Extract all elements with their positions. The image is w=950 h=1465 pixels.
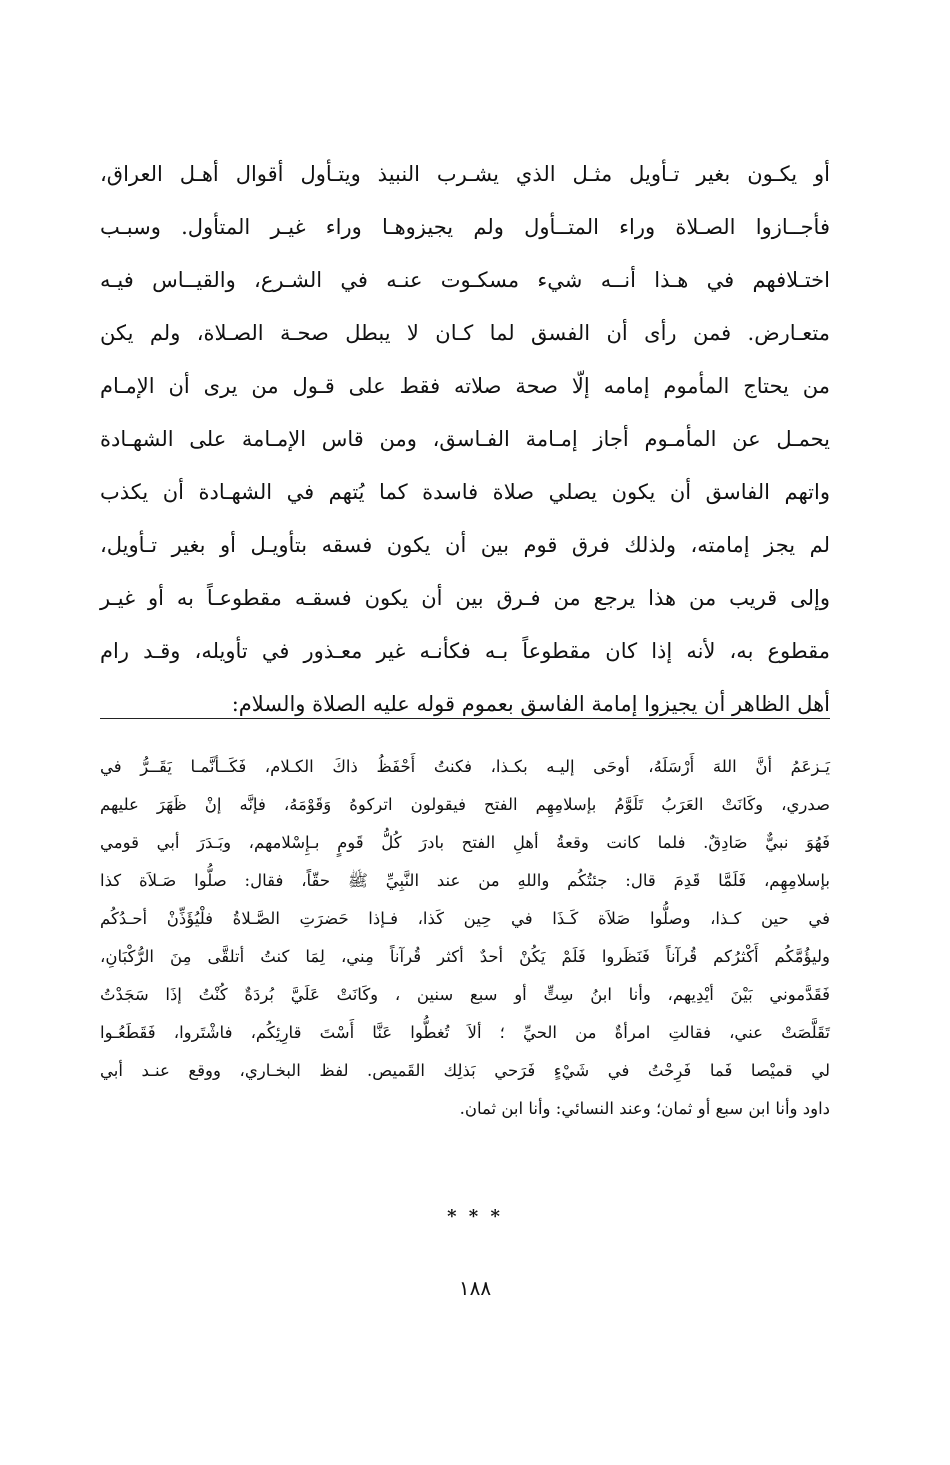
- body-line: اختـلافهم في هـذا أنــه شيء مسكـوت عنـه في الشـرع، والقيــاس فيـه: [100, 268, 830, 292]
- footnote-line: لي قميْصا فَما فَرِحْتُ في شَيْءٍ فَرَحي بَذلِك القَميص. لفظ البخـاري، ووقع عنـد أبي: [100, 1061, 830, 1080]
- footnote-line: فَقَدَّموني بَيْنَ أيْدِيهم، وأنا ابنُ سِتٍّ أو سبع سنين ، وكَانَتْ عَلَيَّ بُردَةٌ كُنْتُ إذَا سَجَدْتُ: [100, 985, 830, 1004]
- main-body-text: [100, 148, 830, 731]
- body-line: من يحتاج المأموم إمامه إلّا صحة صلاته فقط على قـول من يرى أن الإمـام: [100, 374, 830, 398]
- page-number: ١٨٨: [458, 1276, 492, 1300]
- footnote-line: صدري، وكَانَتْ العَرَبُ تَلَوَّمُ بإسلامِهِم الفتح فيقولون اتركوهُ وَقَوْمَهُ، فإنَّه إنْ ظَهَرَ عليهم: [100, 795, 830, 814]
- body-line: فأجــازوا الصـلاة وراء المتــأول ولم يجيزوهـا وراء غيـر المتأول. وسبـب: [100, 215, 830, 239]
- footnote-line: وليؤُمَّكُم أَكْثرُكم قُرآناً فَنَظَروا فَلَمْ يَكُنْ أحدٌ أكثر قُرآناً مِني، لِمَا كنتُ أتلقَّى مِنَ الرُّكْبَانِ،: [100, 947, 830, 966]
- footnote-text: [100, 748, 830, 1128]
- body-line: أهل الظاهر أن يجيزوا إمامة الفاسق بعموم قوله عليه الصلاة والسلام:: [231, 692, 830, 716]
- footnote-line: تَقَلَّصَتْ عني، فقالتِ امرأةٌ من الحيِّ ؛ ألاَ تُغطُّوا عَنَّا أَسْتَ قارِئِكُم، فاشْتَروا، فَقَطَعُـوا: [100, 1023, 830, 1042]
- body-line: وإلى قريب من هذا يرجع من فـرق بين أن يكون فسقـه مقطوعـاً به أو غيـر: [100, 586, 830, 610]
- body-line: مقطوع به، لأنه إذا كان مقطوعاً بـه فكأنـه غير معـذور في تأويله، وقـد رام: [100, 639, 830, 663]
- footnote-line: داود وأنا ابن سبع أو ثمان؛ وعند النسائي: وأنا ابن ثمان.: [459, 1099, 830, 1118]
- footnote-line: بإسلامِهِم، فَلَمَّا قَدِمَ قال: جئتُكُم واللهِ من عند النَّبِيِّ ﷺ حقّاً، فقال: صلُّوا صَـلاَة كذا: [100, 871, 830, 890]
- body-line: أو يكـون بغير تـأويل مثـل الذي يشـرب النبيذ ويتـأول أقوال أهـل العراق،: [100, 162, 830, 186]
- body-line: يحمـل عن المأمـوم أجاز إمـامة الفـاسق، ومن قاس الإمـامة على الشهـادة: [100, 427, 830, 451]
- footnote-divider: [100, 718, 830, 719]
- footnote-line: فَهُوَ نبيٌّ صَادِقٌ. فلما كانت وقعةُ أهلِ الفتح بادرَ كُلُّ قَومٍ بـإِسْلامهم، وبَـدَرَ أبي قومي: [100, 833, 830, 852]
- footnote-line: في حين كـذا، وصلُّوا صَلاَة كَـذَا في حِين كَذا، فـإذا حَضرَتِ الصَّـلاةُ فلْيُؤَذِّنْ أحـدُكُم: [100, 909, 830, 928]
- body-line: متعـارض. فمن رأى أن الفسق لما كـان لا يبطل صحـة الصـلاة، ولم يكن: [100, 321, 830, 345]
- body-line: واتهم الفاسق أن يكون يصلي صلاة فاسدة كما يُتهم في الشهـادة أن يكذب: [100, 480, 830, 504]
- footnote-line: يَـزعَمُ أنَّ اللهَ أَرْسَلَهُ، أوحَى إليـه بكـذا، فكنتُ أَحْفَظُ ذاكَ الكـلام، فَكَــأنَّمـا يَقَــرُّ في: [100, 757, 830, 776]
- section-separator: * * *: [447, 1206, 503, 1227]
- body-line: لم يجز إمامته، ولذلك فرق قوم بين أن يكون فسقه بتأويـل أو بغير تـأويل،: [100, 533, 830, 557]
